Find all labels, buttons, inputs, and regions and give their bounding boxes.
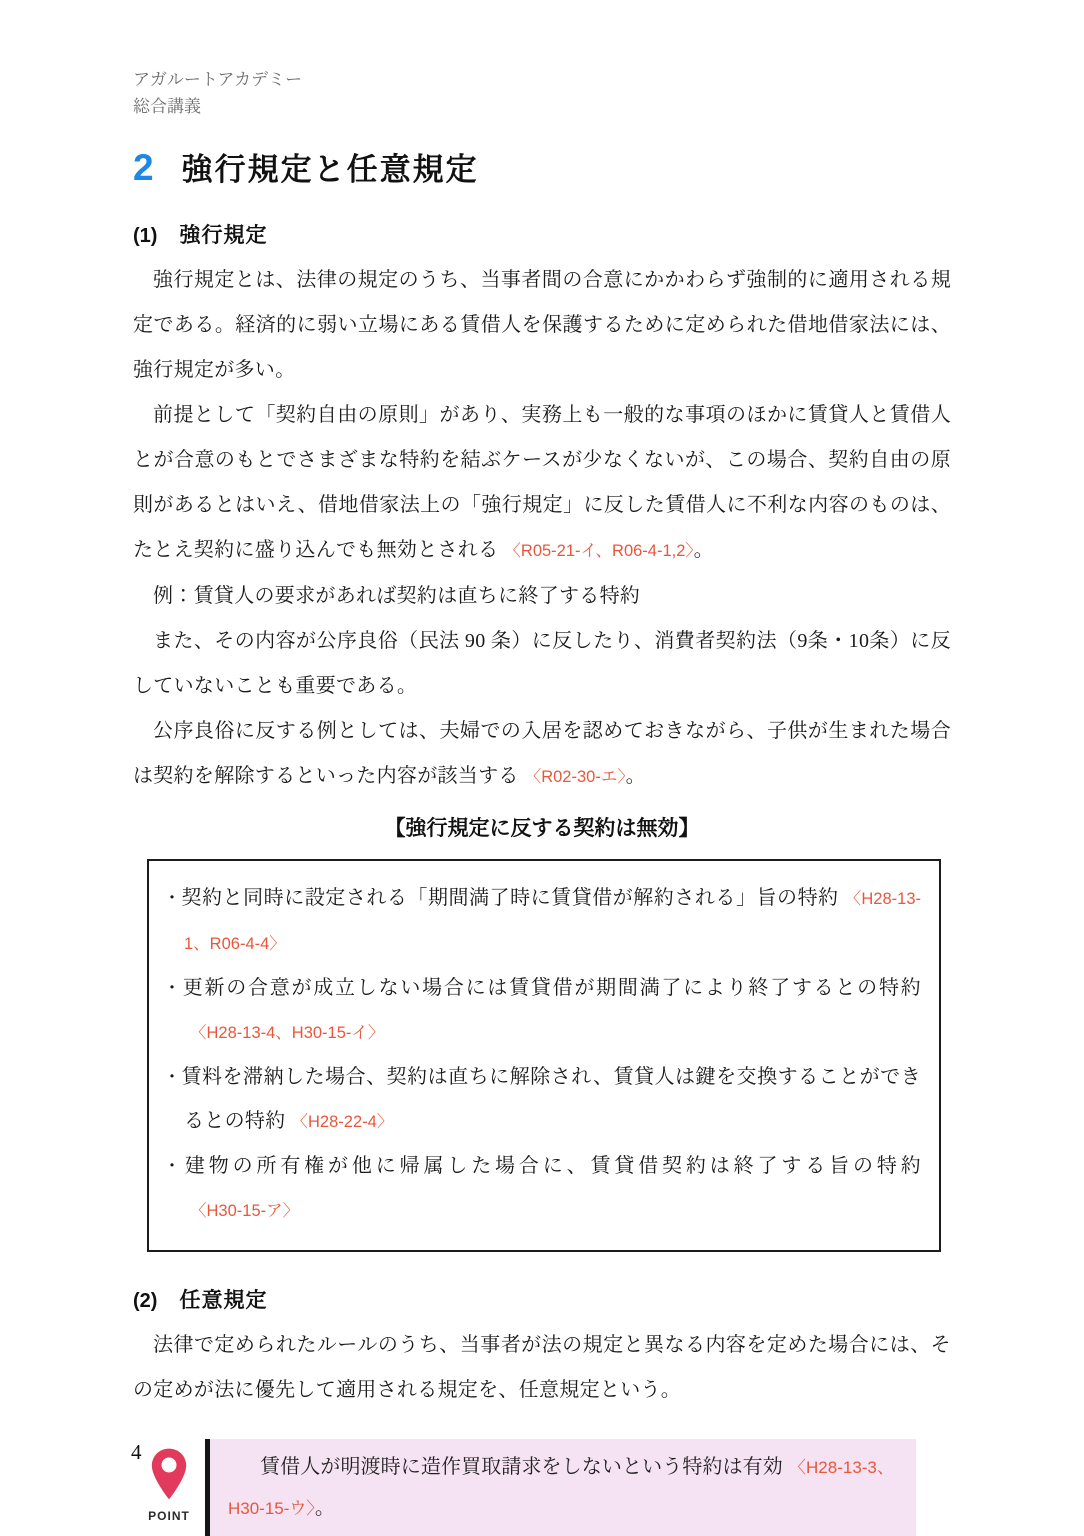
point-icon-column <box>133 1439 205 1523</box>
section-2-heading <box>133 1284 951 1314</box>
point-label: POINT <box>148 1509 190 1523</box>
chapter-title: 強行規定と任意規定 <box>181 152 479 187</box>
exam-ref-tag: 〈H28-13-3、H30-15-ウ〉 <box>228 1458 895 1518</box>
example-line: 例：賃貸人の要求があれば契約は直ちに終了する特約 <box>153 585 641 607</box>
map-pin-icon <box>149 1447 189 1506</box>
bullet: ・ <box>163 1156 185 1176</box>
list-item <box>163 876 921 966</box>
paragraph <box>133 709 951 800</box>
section-2-title: 任意規定 <box>179 1289 268 1312</box>
chapter-number: 2 <box>133 147 154 188</box>
page-number: 4 <box>131 1440 142 1464</box>
bullet: ・ <box>163 888 182 908</box>
list-item-text: 建物の所有権が他に帰属した場合に、賃貸借契約は終了する旨の特約 <box>184 1155 921 1177</box>
list-item-text: 賃料を滞納した場合、契約は直ちに解除され、賃貸人は鍵を交換することができるとの特約 <box>181 1066 921 1132</box>
exam-ref-tag: 〈H28-13-1、R06-4-4〉 <box>184 890 921 953</box>
list-item-text: 契約と同時に設定される「期間満了時に賃貸借が解約される」旨の特約 <box>181 887 839 909</box>
document-header <box>133 66 951 120</box>
header-course-name: 総合講義 <box>133 97 201 116</box>
paragraph: 法律で定められたルールのうち、当事者が法の規定と異なる内容を定めた場合には、その定めが法に優先して適用される規定を、任意規定という。 <box>133 1334 951 1401</box>
paragraph-text: 。 <box>693 539 714 561</box>
exam-ref-tag: 〈R02-30-エ〉 <box>524 768 626 786</box>
exam-ref-tag: 〈R05-21-イ、R06-4-1,2〉 <box>504 542 694 560</box>
point-text: 賃借人が明渡時に造作買取請求をしないという特約は有効 <box>260 1456 783 1478</box>
section-1-heading <box>133 219 951 249</box>
exam-ref-tag: 〈H28-22-4〉 <box>291 1113 394 1131</box>
paragraph-text: 前提として「契約自由の原則」があり、実務上も一般的な事項のほかに賃貸人と賃借人とが合意のもとでさまざまな特約を結ぶケースが少なくないが、この場合、契約自由の原則があるとはいえ、借地借家法上の「強行規定」に反した賃借人に不利な内容のものは、たとえ契約に盛り込んでも無効とされる <box>133 404 951 561</box>
bullet: ・ <box>163 978 183 998</box>
exam-ref-tag: 〈H30-15-ア〉 <box>190 1202 300 1220</box>
paragraph-text: 。 <box>625 765 646 787</box>
rules-box <box>147 859 941 1252</box>
list-item-text: 更新の合意が成立しない場合には賃貸借が期間満了により終了するとの特約 <box>182 977 921 999</box>
bullet: ・ <box>163 1067 182 1087</box>
list-item <box>163 1144 921 1233</box>
header-academy-name: アガルートアカデミー <box>133 70 303 89</box>
section-1-title: 強行規定 <box>179 224 268 247</box>
paragraph: 強行規定とは、法律の規定のうち、当事者間の合意にかかわらず強制的に適用される規定である。経済的に弱い立場にある賃借人を保護するために定められた借地借家法には、強行規定が多い。 <box>133 269 951 381</box>
point-callout <box>133 1439 951 1536</box>
list-item <box>163 966 921 1055</box>
rules-box-title: 【強行規定に反する契約は無効】 <box>384 817 700 840</box>
paragraph <box>133 393 951 574</box>
point-box <box>205 1439 916 1536</box>
list-item <box>163 1055 921 1144</box>
chapter-heading <box>133 144 951 189</box>
section-2-label: (2) <box>133 1290 158 1312</box>
paragraph: また、その内容が公序良俗（民法 90 条）に反したり、消費者契約法（9条・10条）に反していないことも重要である。 <box>133 630 951 697</box>
point-text: 。 <box>314 1497 335 1519</box>
section-1-label: (1) <box>133 225 158 247</box>
paragraph-text: 公序良俗に反する例としては、夫婦での入居を認めておきながら、子供が生まれた場合は契約を解除するといった内容が該当する <box>133 720 951 787</box>
exam-ref-tag: 〈H28-13-4、H30-15-イ〉 <box>190 1024 385 1042</box>
